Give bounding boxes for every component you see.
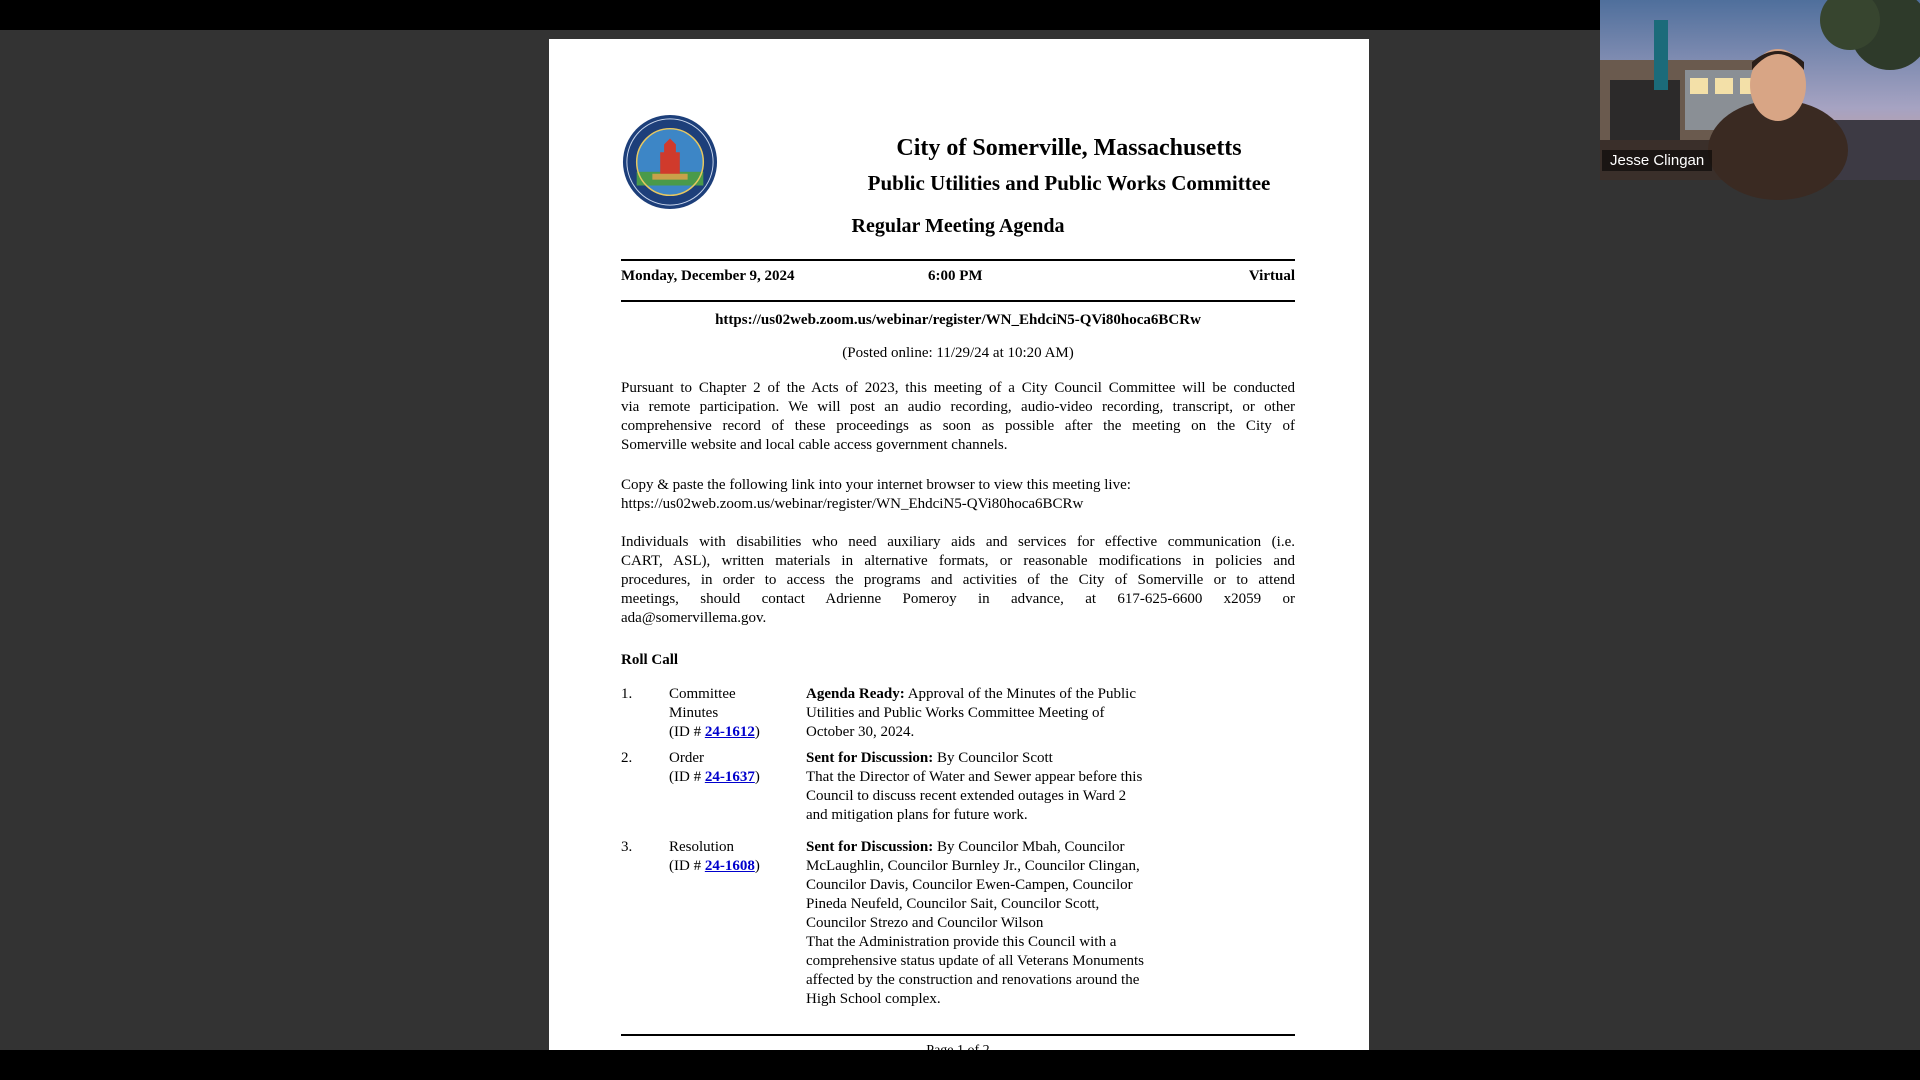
posted-date: (Posted online: 11/29/24 at 10:20 AM) xyxy=(842,345,1074,361)
footer-rule xyxy=(621,1034,1295,1036)
live-link-paragraph: Copy & paste the following link into your internet browser to view this meeting live: https://us02web.zoom.us/webinar/register/WN_EhdciN5-QVi80hoca6BCRw xyxy=(621,476,1295,514)
city-title: City of Somerville, Massachusetts xyxy=(896,135,1242,161)
shared-screen xyxy=(0,30,1920,1050)
agenda-page: City of Somerville, Massachusetts Public Utilities and Public Works Committee Regular Meeting Agenda Monday, December 9, 2024 6:00 PM Virtual https://us02web.zoom.us/webinar/register/WN_EhdciN5-QVi80hoca6BCRw (Posted online: 11/29/24 at 10:20 AM) Pursuant to Chapter 2 of the Acts of 2023, this meeting of a City Council Committee will be conducted via remote participation. We will post an audio recording, audio-video recording, transcript, or other comprehensive record of these proceedings as soon as possible after the meeting on the City of Somerville website and local cable access government channels. Copy & paste the following link into your internet browser to view this meeting live: https://us02web.zoom.us/webinar/register/WN_EhdciN5-QVi80hoca6BCRw Individuals with disabilities who need auxiliary aids and services for effective communication (i.e. CART, ASL), written materials in alternative formats, or reasonable modifications in policies and procedures, in order to access the programs and activities of the City of Somerville or to attend meetings, should contact Adrienne Pomeroy in advance, at 617-625-6600 x2059 or ada@somervillema.gov. Roll Call 1. Committee Minutes (ID # 24-1612) Agenda Ready: Approval of the Minutes of the Public Utilities and Public Works Committee Meeting of October 30, 2024. 2. Order (ID # 24-1637) Sent for Discussion: By Councilor Scott That the Director of Water and Sewer appear before this Council to discuss recent extended outages in Ward 2 and mitigation plans for future work. 3. Resolution (ID # 24-1608) Sent for Discussion: By Councilor Mbah, Councilor McLaughlin, Councilor Burnley Jr., Councilor Clingan, Councilor Davis, Councilor Ewen-Campen, Councilor Pineda Neufeld, Councilor Sait, Councilor Scott, Councilor Strezo and Councilor Wilson That the Administration provide this Council with a comprehensive status update of all Veterans Monuments affected by the construction and renovations around the High School complex. xyxy=(549,39,1369,1069)
committee-name: Public Utilities and Public Works Committee xyxy=(867,171,1271,195)
city-seal-icon xyxy=(621,113,719,211)
header-rule-bottom xyxy=(621,300,1295,302)
item-id-link[interactable]: 24-1612 xyxy=(704,724,755,740)
header-rule-top xyxy=(621,259,1295,261)
accessibility-paragraph: Individuals with disabilities who need auxiliary aids and services for effective communication (i.e. CART, ASL), written materials in alternative formats, or reasonable modifications in policies and procedures, in order to access the programs and activities of the City of Somerville or to attend meetings, should contact Adrienne Pomeroy in advance, at 617-625-6600 x2059 or ada@somervillema.gov. xyxy=(621,534,1295,626)
meeting-time: 6:00 PM xyxy=(928,268,983,284)
participant-video-tile[interactable] xyxy=(1600,0,1920,180)
item-id-link[interactable]: 24-1608 xyxy=(704,858,755,874)
participant-name: Jesse Clingan xyxy=(1602,150,1712,171)
live-link[interactable]: https://us02web.zoom.us/webinar/register/WN_EhdciN5-QVi80hoca6BCRw xyxy=(621,496,1084,512)
agenda-title: Regular Meeting Agenda xyxy=(851,215,1065,237)
bottom-bar xyxy=(0,1050,1920,1080)
meeting-date: Monday, December 9, 2024 xyxy=(621,268,795,284)
item-id-link[interactable]: 24-1637 xyxy=(704,769,755,785)
meeting-location: Virtual xyxy=(1248,268,1295,284)
remote-participation-paragraph: Pursuant to Chapter 2 of the Acts of 2023, this meeting of a City Council Committee will be conducted via remote participation. We will post an audio recording, audio-video recording, transcript, or other comprehensive record of these proceedings as soon as possible after the meeting on the City of Somerville website and local cable access government channels. xyxy=(621,380,1295,453)
zoom-link[interactable]: https://us02web.zoom.us/webinar/register/WN_EhdciN5-QVi80hoca6BCRw xyxy=(715,312,1201,328)
roll-call-heading: Roll Call xyxy=(621,652,679,668)
